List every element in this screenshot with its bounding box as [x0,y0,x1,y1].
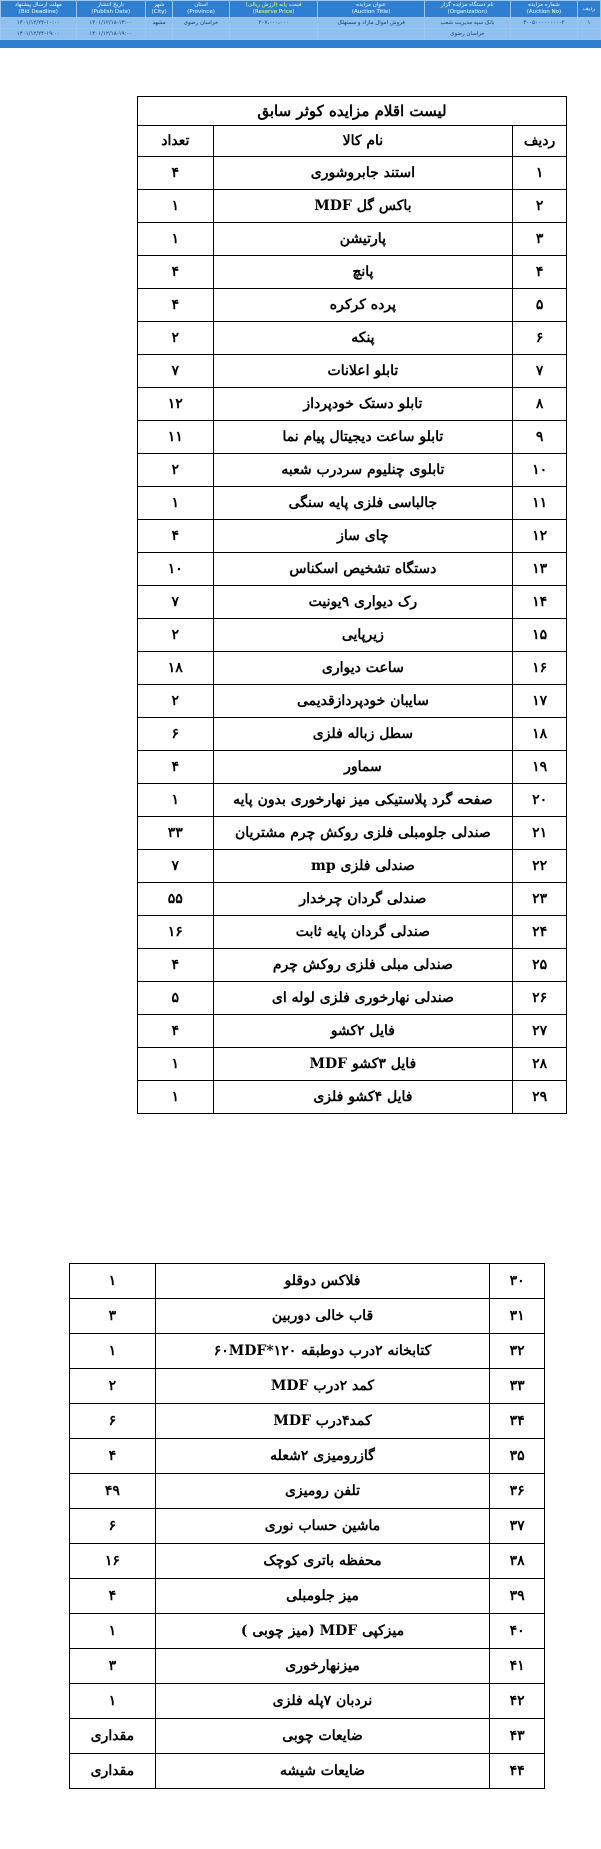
banner-cell: ۱۴۰۱/۱۲/۱۸-۱۹:۰۰ [76,29,145,40]
auction-info-banner [0,0,601,48]
table-row [138,1015,567,1048]
table-row [70,1369,545,1404]
table-row [70,1754,545,1789]
table-row [138,1081,567,1114]
row-number: ۲۵ [513,949,567,982]
item-name: زیرپایی [213,619,513,652]
row-number: ۲۸ [513,1048,567,1081]
table-row [138,190,567,223]
banner-cell: ۱۴۰۱/۱۲/۱۸-۱۳:۰۰ [76,18,145,29]
row-number: ۳۳ [490,1369,545,1404]
table-row [70,1299,545,1334]
item-quantity: ۲ [138,322,214,355]
table-row [138,718,567,751]
row-number: ۶ [513,322,567,355]
banner-header-label: تاریخ انتشار [97,2,125,8]
table-row [138,784,567,817]
item-quantity: ۴ [138,157,214,190]
item-quantity: ۱۱ [138,421,214,454]
item-name: سطل زباله فلزی [213,718,513,751]
item-name: فایل ۴کشو فلزی [213,1081,513,1114]
item-quantity: ۴ [138,256,214,289]
table-row [70,1439,545,1474]
table-row [138,751,567,784]
item-name: فایل ۳کشو MDF [213,1048,513,1081]
table-row [70,1334,545,1369]
table-row [138,817,567,850]
item-quantity: ۳۳ [138,817,214,850]
row-number: ۲۳ [513,883,567,916]
table-header-row [138,126,567,157]
row-number: ۴۲ [490,1684,545,1719]
item-name: باکس گل MDF [213,190,513,223]
table-row [70,1614,545,1649]
banner-cell: ۲۰۷،۰۰۰،۰۰۰ [229,18,318,29]
banner-cell: ۱ [577,18,600,29]
row-number: ۱۹ [513,751,567,784]
table-row [138,454,567,487]
item-name: تابلو دستک خودپرداز [213,388,513,421]
table-row [138,553,567,586]
item-name: میز جلومبلی [155,1579,489,1614]
row-number: ۲۰ [513,784,567,817]
auction-info-table [0,0,601,40]
row-number: ۳۱ [490,1299,545,1334]
row-number: ۱۷ [513,685,567,718]
row-number: ۴۴ [490,1754,545,1789]
table-row [138,850,567,883]
banner-cell: ۱۴۰۱/۱۲/۲۴-۱۹:۰۰ [1,29,77,40]
table-row [70,1579,545,1614]
banner-cell: بانک سپه مدیریت شعب [424,18,510,29]
item-name: ضایعات شیشه [155,1754,489,1789]
row-number: ۱۳ [513,553,567,586]
banner-column-header [318,1,424,18]
item-name: پارتیشن [213,223,513,256]
row-number: ۱۶ [513,652,567,685]
table-row [138,322,567,355]
item-name: پنکه [213,322,513,355]
banner-cell: خراسان رضوی [424,29,510,40]
item-name: دستگاه تشخیص اسکناس [213,553,513,586]
row-number: ۲۶ [513,982,567,1015]
row-number: ۲۲ [513,850,567,883]
row-number: ۱۵ [513,619,567,652]
item-quantity: ۱ [138,784,214,817]
item-name: ساعت دیواری [213,652,513,685]
item-quantity: ۴ [70,1579,156,1614]
table-row [138,586,567,619]
table-row [138,487,567,520]
item-name: سماور [213,751,513,784]
table-row [138,619,567,652]
item-quantity: ۴ [138,949,214,982]
item-name: صندلی مبلی فلزی روکش چرم [213,949,513,982]
item-quantity: ۴ [138,751,214,784]
item-quantity: ۴ [138,289,214,322]
item-quantity: ۱ [70,1334,156,1369]
item-name: تابلو اعلانات [213,355,513,388]
item-name: میزنهارخوری [155,1649,489,1684]
item-name: پرده کرکره [213,289,513,322]
banner-header-label: استان [194,2,208,8]
table-row [138,421,567,454]
table-row [138,223,567,256]
banner-cell [229,29,318,40]
item-quantity: ۱ [138,487,214,520]
item-quantity: ۵۵ [138,883,214,916]
item-name: میزکپی MDF (میز چوبی ) [155,1614,489,1649]
banner-header-sub: (Publish Date) [91,9,131,15]
table-row [138,883,567,916]
banner-header-sub: (Auction No) [526,9,562,15]
table-row [138,982,567,1015]
banner-header-label: عنوان مزایده [356,2,387,8]
items-table-1 [137,96,567,1114]
row-number: ۷ [513,355,567,388]
banner-column-header [173,1,230,18]
row-number: ۵ [513,289,567,322]
table-row [70,1544,545,1579]
row-number: ۴۰ [490,1614,545,1649]
item-quantity: ۱۶ [70,1544,156,1579]
table-row [70,1649,545,1684]
item-quantity: ۶ [70,1404,156,1439]
item-quantity: ۴۹ [70,1474,156,1509]
table-row [138,256,567,289]
row-number: ۲۷ [513,1015,567,1048]
column-header-item-name: نام کالا [213,126,513,157]
table-row [138,652,567,685]
item-name: گازرومیزی ۲شعله [155,1439,489,1474]
row-number: ۳۶ [490,1474,545,1509]
banner-cell: مشهد [145,18,172,29]
table-row [138,157,567,190]
banner-header-label: شماره مزایده [528,2,560,8]
item-quantity: ۲ [70,1369,156,1404]
row-number: ۲ [513,190,567,223]
row-number: ۴۱ [490,1649,545,1684]
item-name: رک دیواری ۹یونیت [213,586,513,619]
item-quantity: ۱ [138,1081,214,1114]
banner-column-header [76,1,145,18]
item-quantity: ۲ [138,454,214,487]
item-name: صندلی گردان پایه ثابت [213,916,513,949]
item-quantity: ۵ [138,982,214,1015]
item-quantity: ۴ [138,520,214,553]
banner-cell [173,29,230,40]
table-row [70,1509,545,1544]
item-name: تابلوی چنلیوم سردرب شعبه [213,454,513,487]
column-header-quantity: تعداد [138,126,214,157]
banner-row [1,18,601,29]
item-name: تلفن رومیزی [155,1474,489,1509]
item-quantity: مقداری [70,1719,156,1754]
banner-cell: فروش اموال مازاد و مستهلک [318,18,424,29]
row-number: ۲۴ [513,916,567,949]
row-number: ۲۱ [513,817,567,850]
banner-cell [145,29,172,40]
items-table-2 [69,1263,545,1789]
row-number: ۲۹ [513,1081,567,1114]
item-quantity: ۱۶ [138,916,214,949]
row-number: ۴ [513,256,567,289]
banner-header-sub: (Organization) [447,9,488,15]
item-quantity: ۲ [138,619,214,652]
item-name: صندلی جلومبلی فلزی روکش چرم مشتریان [213,817,513,850]
banner-header-label: قیمت پایه (ارزش ریالی) [245,2,302,8]
banner-header-sub: (Province) [187,9,215,15]
banner-header-sub: (City) [151,9,167,15]
item-name: تابلو ساعت دیجیتال پیام نما [213,421,513,454]
banner-header-sub: (Reserve Price) [252,9,295,15]
item-name: سایبان خودپردازقدیمی [213,685,513,718]
row-number: ۸ [513,388,567,421]
item-quantity: ۱ [138,223,214,256]
banner-header-label: شهر [154,2,165,8]
banner-header-sub: (Auction Title) [351,9,391,15]
banner-header-label: ردیف [582,5,596,12]
item-quantity: ۴ [70,1439,156,1474]
row-number: ۳۴ [490,1404,545,1439]
item-name: پانچ [213,256,513,289]
item-quantity: ۶ [138,718,214,751]
banner-column-header [229,1,318,18]
row-number: ۱۲ [513,520,567,553]
table-row [138,916,567,949]
row-number: ۳ [513,223,567,256]
table-title: لیست اقلام مزایده کوثر سابق [138,97,567,126]
row-number: ۳۰ [490,1264,545,1299]
item-name: کتابخانه ۲درب دوطبقه ۱۲۰*۶۰MDF [155,1334,489,1369]
item-name: صندلی فلزی mp [213,850,513,883]
item-name: قاب خالی دوربین [155,1299,489,1334]
row-number: ۳۹ [490,1579,545,1614]
item-name: فلاکس دوقلو [155,1264,489,1299]
row-number: ۱۸ [513,718,567,751]
item-quantity: ۲ [138,685,214,718]
row-number: ۳۷ [490,1509,545,1544]
banner-cell [510,29,577,40]
item-quantity: ۶ [70,1509,156,1544]
item-name: جالباسی فلزی پایه سنگی [213,487,513,520]
item-quantity: ۱ [70,1684,156,1719]
item-name: صندلی نهارخوری فلزی لوله ای [213,982,513,1015]
row-number: ۳۲ [490,1334,545,1369]
banner-cell: ۳۰۰۵۰۰۰۰۰۰۰۰۰۲ [510,18,577,29]
banner-column-header [577,1,600,18]
item-name: صفحه گرد پلاستیکی میز نهارخوری بدون پایه [213,784,513,817]
item-quantity: ۳ [70,1649,156,1684]
banner-header-label: نام دستگاه مزایده گزار [441,2,494,8]
item-quantity: ۴ [138,1015,214,1048]
item-quantity: ۱۰ [138,553,214,586]
item-name: محفظه باتری کوچک [155,1544,489,1579]
table-row [138,289,567,322]
row-number: ۱۰ [513,454,567,487]
table-row [138,1048,567,1081]
table-row [70,1264,545,1299]
item-name: کمد ۲درب MDF [155,1369,489,1404]
item-name: کمد۴درب MDF [155,1404,489,1439]
banner-cell: خراسان رضوی [173,18,230,29]
row-number: ۱۴ [513,586,567,619]
row-number: ۳۸ [490,1544,545,1579]
table-row [138,388,567,421]
item-quantity: ۱ [70,1264,156,1299]
row-number: ۱ [513,157,567,190]
table-row [138,520,567,553]
item-name: فایل ۲کشو [213,1015,513,1048]
item-quantity: ۱۸ [138,652,214,685]
item-quantity: ۷ [138,850,214,883]
row-number: ۴۳ [490,1719,545,1754]
row-number: ۹ [513,421,567,454]
table-row [138,949,567,982]
item-name: استند جابروشوری [213,157,513,190]
row-number: ۳۵ [490,1439,545,1474]
item-quantity: ۱ [138,1048,214,1081]
item-quantity: مقداری [70,1754,156,1789]
item-quantity: ۱ [138,190,214,223]
item-quantity: ۱۲ [138,388,214,421]
banner-column-header [510,1,577,18]
item-name: ضایعات چوبی [155,1719,489,1754]
banner-cell: ۱۴۰۱/۱۲/۲۴-۱۰:۰۰ [1,18,77,29]
item-quantity: ۷ [138,355,214,388]
table-row [70,1474,545,1509]
item-name: ماشین حساب نوری [155,1509,489,1544]
item-name: چای ساز [213,520,513,553]
item-quantity: ۱ [70,1614,156,1649]
banner-header-label: مهلت ارسال پیشنهاد [14,2,62,8]
banner-cell [577,29,600,40]
table-row [70,1404,545,1439]
banner-column-header [424,1,510,18]
item-name: صندلی گردان چرخدار [213,883,513,916]
row-number: ۱۱ [513,487,567,520]
item-quantity: ۷ [138,586,214,619]
banner-column-header [1,1,77,18]
banner-row [1,29,601,40]
table-row [138,685,567,718]
banner-header-sub: (Bid Deadline) [18,9,58,15]
item-name: نردبان ۷پله فلزی [155,1684,489,1719]
banner-column-header [145,1,172,18]
item-quantity: ۳ [70,1299,156,1334]
banner-cell [318,29,424,40]
table-row [70,1719,545,1754]
table-row [70,1684,545,1719]
column-header-row-number: ردیف [513,126,567,157]
table-row [138,355,567,388]
